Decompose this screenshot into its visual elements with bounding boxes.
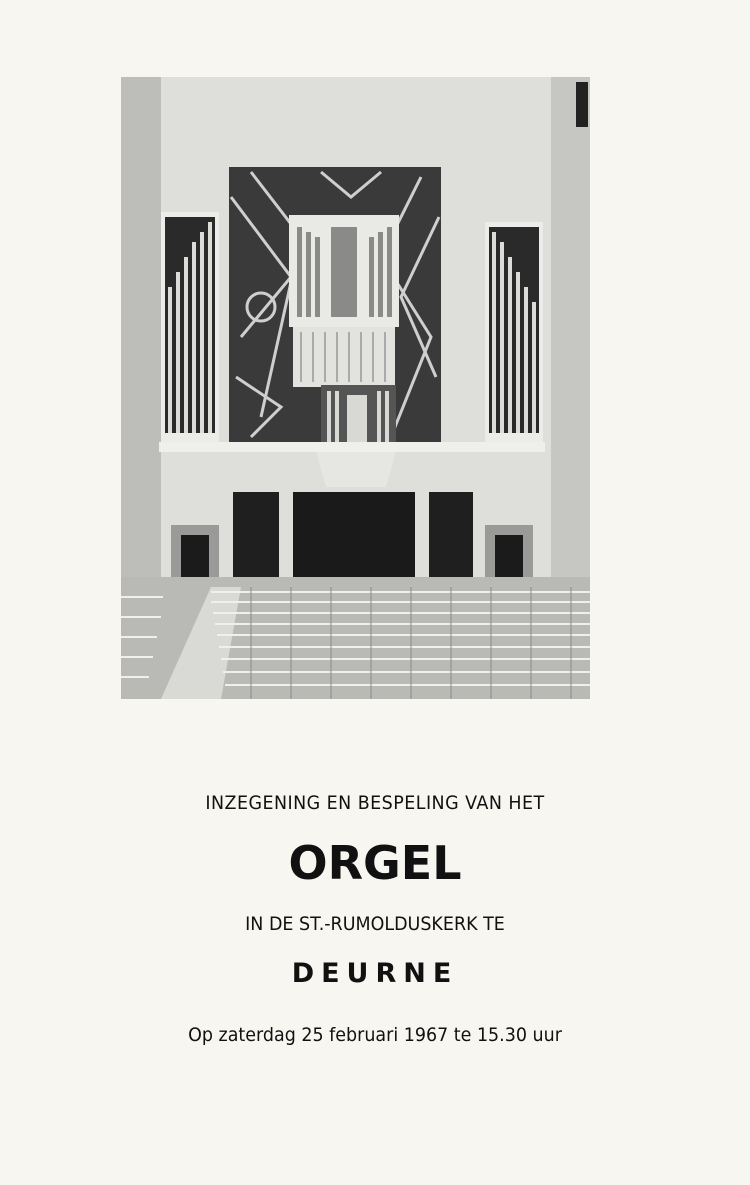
church-organ-photo — [121, 77, 590, 699]
church-line: IN DE ST.-RUMOLDUSKERK TE — [245, 913, 505, 935]
intro-line: INZEGENING EN BESPELING VAN HET — [205, 792, 545, 814]
city-name: DEURNE — [291, 958, 459, 989]
page-title: ORGEL — [288, 836, 462, 890]
event-date: Op zaterdag 25 februari 1967 te 15.30 uur — [188, 1024, 562, 1046]
